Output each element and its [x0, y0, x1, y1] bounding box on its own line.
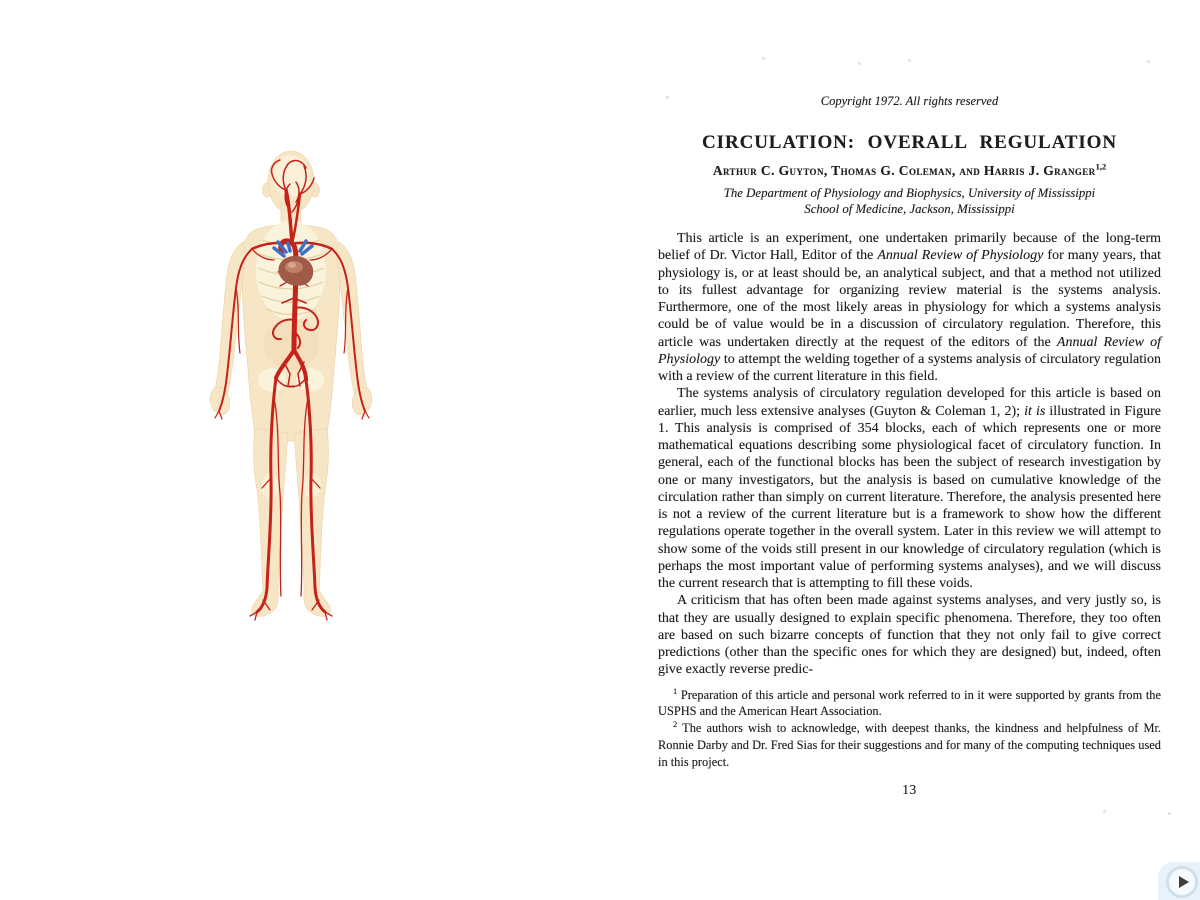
- scan-speck: [1147, 60, 1150, 63]
- authors-footnote-ref: 1,2: [1095, 161, 1107, 172]
- article-title: CIRCULATION: OVERALL REGULATION: [702, 132, 1117, 153]
- footnotes: [658, 687, 1161, 772]
- scan-speck: [666, 96, 669, 99]
- article-page: [658, 0, 1161, 798]
- play-button[interactable]: [1166, 866, 1198, 898]
- author-names: Arthur C. Guyton, Thomas G. Coleman, and Harris J. Granger: [712, 163, 1096, 178]
- authors-line: [658, 163, 1161, 179]
- scan-speck: [762, 57, 765, 60]
- affiliation-line-1: The Department of Physiology and Biophysics, University of Mississippi: [723, 186, 1096, 200]
- article-paragraph: The systems analysis of circulatory regulation developed for this article is based on earlier, much less extensive analyses (Guyton & Coleman 1, 2); it is illustrated in Figure 1. This analysis is comprised of 354 blocks, each of which represents one or more mathematical equations describing some physiological facet of circulatory function. In general, each of the functional blocks has been the subject of research investigation by one or many investigators, but the analysis is based on cumulative knowledge of the circulation rather than simply on current literature. Therefore, the analysis presented here is not a review of the current literature but is a framework to show how the different regulations operate together in the overall system. Later in this review we will attempt to show some of the voids still present in our knowledge of circulatory regulation (which is perhaps the most important value of performing systems analyses), and we will discuss the current research that is attempting to fill these voids.: [658, 386, 1161, 591]
- scan-speck: [858, 62, 861, 65]
- article-paragraph: A criticism that has often been made against systems analyses, and very justly so, is that they are usually designed to explain specific phenomena. Therefore, they too often are based on such bizarre concepts of function that they not only fail to give correct predictions (other than the specific ones for which they are designed) but, indeed, often give exactly reverse predic-: [658, 593, 1161, 678]
- scan-speck: [908, 59, 911, 62]
- article-body: [658, 230, 1161, 679]
- affiliation: [658, 186, 1161, 217]
- page-number: 13: [902, 782, 917, 798]
- scan-speck: [1168, 812, 1171, 815]
- scan-speck: [1103, 810, 1106, 813]
- copyright-line: Copyright 1972. All rights reserved: [820, 94, 999, 108]
- affiliation-line-2: School of Medicine, Jackson, Mississippi: [804, 201, 1015, 216]
- footnote: $^1$ Preparation of this article and personal work referred to in it were supported by grants from the USPHS and the American Heart Association.: [658, 685, 1161, 719]
- article-paragraph: This article is an experiment, one undertaken primarily because of the long-term belief of Dr. Victor Hall, Editor of the Annual Review of Physiology for many years, that physiology is, or at least should be, an analytical subject, and that a method not utilized to its fullest advantage for organizing review material is the systems analysis. Furthermore, one of the most likely areas in physiology for which a systems analysis could be of value would be in a discussion of circulatory regulation. Therefore, this article was undertaken directly at the request of the editors of the Annual Review of Physiology to attempt the welding together of a systems analysis of circulatory regulation with a review of the current literature in this field.: [658, 231, 1161, 384]
- human-circulatory-system-figure: [210, 148, 372, 634]
- footnote: $^2$ The authors wish to acknowledge, with deepest thanks, the kindness and helpfulness of Mr. Ronnie Darby and Dr. Fred Sias for their suggestions and for many of the computing techniques used in this project.: [658, 719, 1161, 770]
- play-icon: [1179, 876, 1189, 888]
